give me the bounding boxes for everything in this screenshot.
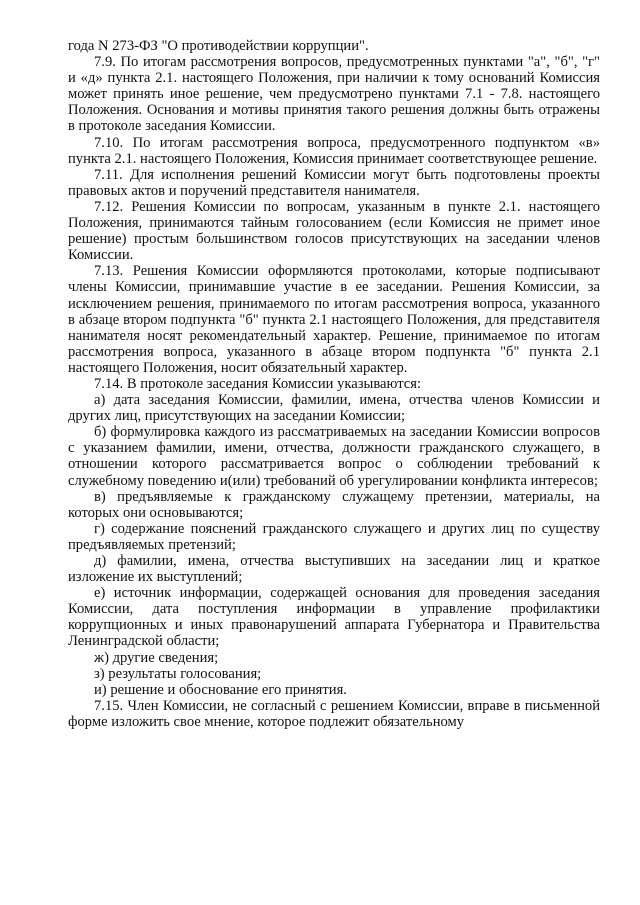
paragraph-7-14: 7.14. В протоколе заседания Комиссии указываются: [94, 375, 422, 392]
list-item-v: в) предъявляемые к гражданскому служащему претензии, материалы, на которых они основываются; [68, 488, 600, 521]
list-item-a: а) дата заседания Комиссии, фамилии, имена, отчества членов Комиссии и других лиц, присутствующих на заседании Комиссии; [68, 392, 600, 425]
paragraph-7-11: 7.11. Для исполнения решений Комиссии могут быть подготовлены проекты правовых актов и поручений представителя нанимателя. [68, 166, 600, 199]
list-item-i: и) решение и обоснование его принятия. [94, 681, 347, 698]
paragraph-7-10: 7.10. По итогам рассмотрения вопроса, предусмотренного подпунктом «в» пункта 2.1. настоящего Положения, Комиссия принимает соответствующее решение. [68, 134, 600, 167]
list-item-d: д) фамилии, имена, отчества выступивших на заседании лиц и краткое изложение их выступлений; [68, 553, 600, 586]
list-item-g: г) содержание пояснений гражданского служащего и других лиц по существу предъявляемых претензий; [68, 520, 600, 553]
paragraph-7-9: 7.9. По итогам рассмотрения вопросов, предусмотренных пунктами "а", "б", "г" и «д» пункта 2.1. настоящего Положения, при наличии к тому оснований Комиссия может принять иное решение, чем предусмотрено пунктами 7.1 - 7.8. настоящего Положения. Основания и мотивы принятия такого решения должны быть отражены в протоколе заседания Комиссии. [68, 54, 600, 135]
paragraph-7-12: 7.12. Решения Комиссии по вопросам, указанным в пункте 2.1. настоящего Положения, принимаются тайным голосованием (если Комиссия не примет иное решение) простым большинством голосов присутствующих на заседании членов Комиссии. [68, 198, 600, 264]
list-item-b: б) формулировка каждого из рассматриваемых на заседании Комиссии вопросов с указанием фамилии, имени, отчества, должности гражданского служащего, в отношении которого рассматривается вопрос о соблюдении требований к служебному поведению и(или) требований об урегулировании конфликта интересов; [68, 424, 600, 489]
paragraph-7-13: 7.13. Решения Комиссии оформляются протоколами, которые подписывают члены Комиссии, принимавшие участие в ее заседании. Решения Комиссии, за исключением решения, принимаемого по итогам рассмотрения вопроса, указанного в абзаце втором подпункта "б" пункта 2.1 настоящего Положения, для представителя нанимателя носят рекомендательный характер. Решение, принимаемое по итогам рассмотрения вопроса, указанного в абзаце втором подпункта "б" пункта 2.1 настоящего Положения, носит обязательный характер. [68, 263, 600, 376]
list-item-z: з) результаты голосования; [94, 665, 262, 682]
paragraph-law-reference: года N 273-ФЗ "О противодействии коррупции". [68, 38, 369, 54]
list-item-zh: ж) другие сведения; [94, 649, 219, 666]
paragraph-7-15: 7.15. Член Комиссии, не согласный с решением Комиссии, вправе в письменной форме изложить свое мнение, которое подлежит обязательному [68, 697, 600, 730]
list-item-e: е) источник информации, содержащей основания для проведения заседания Комиссии, дата поступления информации в управление профилактики коррупционных и иных правонарушений аппарата Губернатора и Правительства Ленинградской области; [68, 585, 600, 650]
